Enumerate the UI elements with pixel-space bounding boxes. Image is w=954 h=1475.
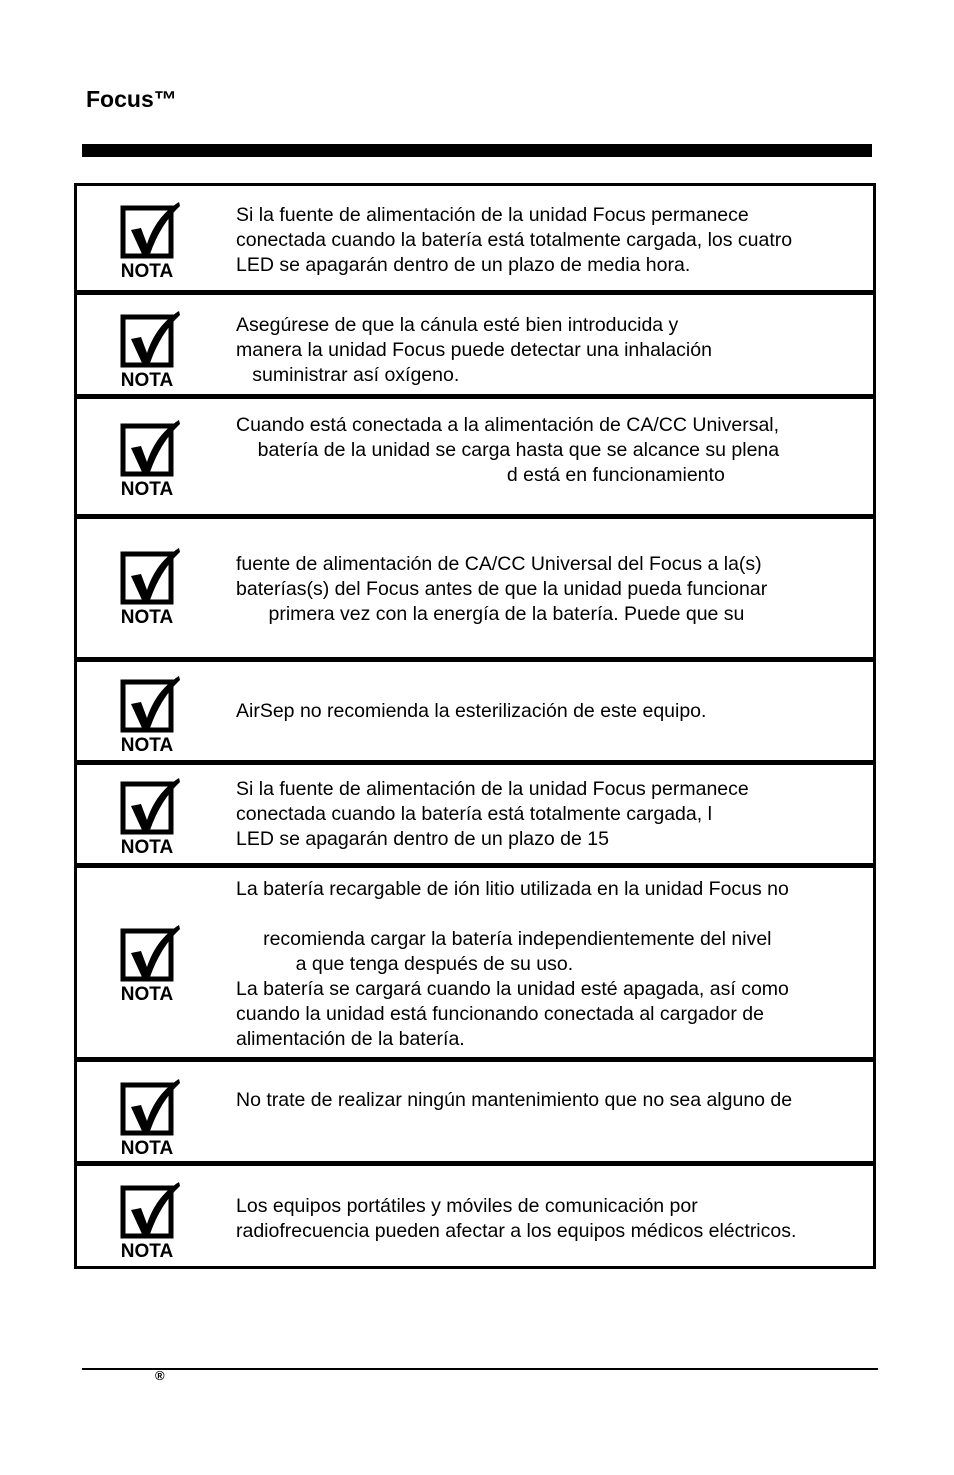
- note-text-line: La batería recargable de ión litio utilizada en la unidad Focus no: [236, 878, 789, 900]
- note-text-line: cuando la unidad está funcionando conectada al cargador de: [236, 1003, 764, 1025]
- nota-label: NOTA: [120, 1241, 174, 1260]
- note-text-line: Si la fuente de alimentación de la unidad Focus permanece: [236, 778, 749, 800]
- note-text: [236, 313, 866, 388]
- note-text: [236, 1088, 866, 1113]
- nota-checkmark-icon: [119, 674, 183, 754]
- nota-checkmark-icon: [119, 546, 183, 626]
- note-text-line: conectada cuando la batería está totalmente cargada, l: [236, 803, 712, 825]
- nota-label: NOTA: [120, 984, 174, 1003]
- note-row: [77, 290, 873, 394]
- nota-checkmark-icon: [119, 200, 183, 280]
- note-text: [236, 777, 866, 852]
- nota-label: NOTA: [120, 261, 174, 280]
- note-text-line: [236, 902, 866, 927]
- note-text-line: La batería se cargará cuando la unidad esté apagada, así como: [236, 978, 789, 1000]
- note-row: [77, 1057, 873, 1161]
- note-text: [236, 552, 866, 627]
- note-text-line: fuente de alimentación de CA/CC Universal del Focus a la(s): [236, 553, 762, 575]
- nota-label: NOTA: [120, 370, 174, 389]
- nota-label: NOTA: [120, 735, 174, 754]
- note-text-line: Los equipos portátiles y móviles de comunicación por: [236, 1195, 698, 1217]
- note-text-line: recomienda cargar la batería independientemente del nivel: [236, 928, 772, 950]
- note-row: [77, 394, 873, 514]
- note-text: [236, 699, 866, 724]
- nota-label: NOTA: [120, 837, 174, 856]
- note-text: [236, 413, 866, 488]
- note-text-line: conectada cuando la batería está totalmente cargada, los cuatro: [236, 229, 793, 251]
- nota-checkmark-icon: [119, 776, 183, 856]
- note-row: [77, 760, 873, 863]
- note-row: [77, 657, 873, 760]
- note-text: [236, 877, 866, 1052]
- nota-label: NOTA: [120, 607, 174, 626]
- note-text-line: LED se apagarán dentro de un plazo de media hora.: [236, 254, 691, 276]
- note-text-line: suministrar así oxígeno.: [236, 364, 460, 386]
- note-text-line: primera vez con la energía de la batería. Puede que su: [236, 603, 745, 625]
- footer-rule: [82, 1368, 878, 1370]
- page-header-title: Focus™: [86, 86, 177, 112]
- note-row: [77, 186, 873, 290]
- note-text: [236, 203, 866, 278]
- footer-registered-mark: ®: [155, 1368, 165, 1383]
- note-row: [77, 863, 873, 1057]
- note-text: [236, 1194, 866, 1244]
- nota-checkmark-icon: [119, 309, 183, 389]
- note-text-line: batería de la unidad se carga hasta que se alcance su plena: [236, 439, 780, 461]
- note-text-line: Asegúrese de que la cánula esté bien introducida y: [236, 314, 679, 336]
- nota-checkmark-icon: [119, 923, 183, 1003]
- note-text-line: manera la unidad Focus puede detectar una inhalación: [236, 339, 712, 361]
- nota-checkmark-icon: [119, 1180, 183, 1260]
- note-row: [77, 514, 873, 657]
- note-text-line: d está en funcionamiento: [236, 464, 725, 486]
- notes-table: [74, 183, 876, 1269]
- nota-label: NOTA: [120, 1138, 174, 1157]
- nota-checkmark-icon: [119, 1077, 183, 1157]
- header-rule: [82, 144, 872, 157]
- note-text-line: AirSep no recomienda la esterilización de este equipo.: [236, 700, 707, 722]
- note-text-line: LED se apagarán dentro de un plazo de 15: [236, 828, 609, 850]
- note-text-line: baterías(s) del Focus antes de que la unidad pueda funcionar: [236, 578, 768, 600]
- note-text-line: Si la fuente de alimentación de la unidad Focus permanece: [236, 204, 749, 226]
- note-text-line: a que tenga después de su uso.: [236, 953, 574, 975]
- nota-label: NOTA: [120, 479, 174, 498]
- note-text-line: Cuando está conectada a la alimentación de CA/CC Universal,: [236, 414, 780, 436]
- note-text-line: No trate de realizar ningún mantenimiento que no sea alguno de: [236, 1089, 793, 1111]
- note-row: [77, 1161, 873, 1266]
- nota-checkmark-icon: [119, 418, 183, 498]
- note-text-line: alimentación de la batería.: [236, 1028, 465, 1050]
- note-text-line: radiofrecuencia pueden afectar a los equipos médicos eléctricos.: [236, 1220, 797, 1242]
